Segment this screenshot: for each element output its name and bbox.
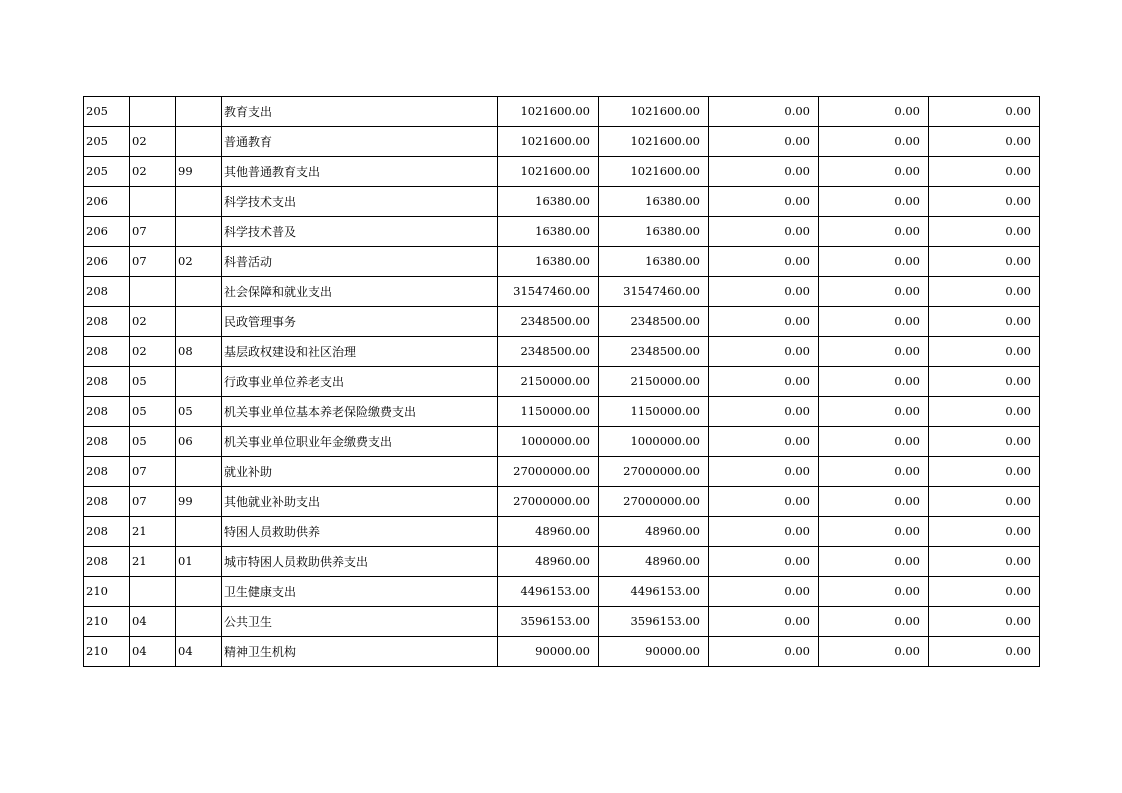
table-row [84,457,1040,487]
subject-name-cell: 城市特困人员救助供养支出 [222,547,498,577]
total-amount-cell: 90000.00 [498,637,599,667]
item-code-cell [176,217,222,247]
subject-name-cell: 科普活动 [222,247,498,277]
total-amount-cell: 16380.00 [498,187,599,217]
class-code-cell: 208 [84,517,130,547]
other-amount-cell-2: 0.00 [929,457,1040,487]
basic-expenditure-cell: 2150000.00 [599,367,709,397]
class-code-cell: 208 [84,307,130,337]
section-code-cell: 21 [130,517,176,547]
basic-expenditure-cell: 1021600.00 [599,97,709,127]
total-amount-cell: 3596153.00 [498,607,599,637]
class-code-cell: 206 [84,247,130,277]
other-amount-cell-1: 0.00 [819,397,929,427]
total-amount-cell: 4496153.00 [498,577,599,607]
table-row [84,127,1040,157]
table-row [84,487,1040,517]
other-amount-cell-2: 0.00 [929,367,1040,397]
item-code-cell: 04 [176,637,222,667]
item-code-cell [176,307,222,337]
section-code-cell [130,277,176,307]
project-expenditure-cell: 0.00 [709,487,819,517]
table-row [84,367,1040,397]
total-amount-cell: 31547460.00 [498,277,599,307]
other-amount-cell-2: 0.00 [929,547,1040,577]
total-amount-cell: 1021600.00 [498,97,599,127]
item-code-cell [176,277,222,307]
total-amount-cell: 48960.00 [498,517,599,547]
table-row [84,247,1040,277]
subject-name-cell: 普通教育 [222,127,498,157]
other-amount-cell-1: 0.00 [819,487,929,517]
project-expenditure-cell: 0.00 [709,577,819,607]
project-expenditure-cell: 0.00 [709,367,819,397]
basic-expenditure-cell: 4496153.00 [599,577,709,607]
other-amount-cell-1: 0.00 [819,337,929,367]
project-expenditure-cell: 0.00 [709,97,819,127]
section-code-cell [130,97,176,127]
class-code-cell: 208 [84,487,130,517]
project-expenditure-cell: 0.00 [709,217,819,247]
table-row [84,427,1040,457]
subject-name-cell: 特困人员救助供养 [222,517,498,547]
section-code-cell: 07 [130,487,176,517]
section-code-cell: 05 [130,397,176,427]
total-amount-cell: 27000000.00 [498,487,599,517]
other-amount-cell-2: 0.00 [929,187,1040,217]
basic-expenditure-cell: 1021600.00 [599,127,709,157]
other-amount-cell-2: 0.00 [929,277,1040,307]
budget-table [83,96,1040,667]
section-code-cell: 02 [130,307,176,337]
subject-name-cell: 就业补助 [222,457,498,487]
subject-name-cell: 社会保障和就业支出 [222,277,498,307]
subject-name-cell: 精神卫生机构 [222,637,498,667]
table-row [84,397,1040,427]
other-amount-cell-1: 0.00 [819,127,929,157]
subject-name-cell: 行政事业单位养老支出 [222,367,498,397]
class-code-cell: 205 [84,127,130,157]
item-code-cell [176,607,222,637]
table-row [84,307,1040,337]
section-code-cell: 07 [130,247,176,277]
other-amount-cell-1: 0.00 [819,637,929,667]
table-row [84,187,1040,217]
project-expenditure-cell: 0.00 [709,187,819,217]
project-expenditure-cell: 0.00 [709,277,819,307]
other-amount-cell-2: 0.00 [929,127,1040,157]
section-code-cell: 05 [130,367,176,397]
basic-expenditure-cell: 2348500.00 [599,307,709,337]
section-code-cell: 02 [130,157,176,187]
project-expenditure-cell: 0.00 [709,397,819,427]
subject-name-cell: 民政管理事务 [222,307,498,337]
other-amount-cell-2: 0.00 [929,247,1040,277]
project-expenditure-cell: 0.00 [709,127,819,157]
basic-expenditure-cell: 1021600.00 [599,157,709,187]
project-expenditure-cell: 0.00 [709,547,819,577]
class-code-cell: 208 [84,457,130,487]
total-amount-cell: 1021600.00 [498,127,599,157]
other-amount-cell-1: 0.00 [819,157,929,187]
class-code-cell: 210 [84,607,130,637]
item-code-cell: 06 [176,427,222,457]
other-amount-cell-2: 0.00 [929,487,1040,517]
other-amount-cell-1: 0.00 [819,247,929,277]
project-expenditure-cell: 0.00 [709,457,819,487]
other-amount-cell-1: 0.00 [819,367,929,397]
total-amount-cell: 16380.00 [498,247,599,277]
item-code-cell: 08 [176,337,222,367]
class-code-cell: 208 [84,427,130,457]
basic-expenditure-cell: 27000000.00 [599,457,709,487]
project-expenditure-cell: 0.00 [709,517,819,547]
total-amount-cell: 2348500.00 [498,307,599,337]
section-code-cell: 02 [130,127,176,157]
other-amount-cell-1: 0.00 [819,517,929,547]
total-amount-cell: 48960.00 [498,547,599,577]
basic-expenditure-cell: 1150000.00 [599,397,709,427]
subject-name-cell: 基层政权建设和社区治理 [222,337,498,367]
table-row [84,337,1040,367]
total-amount-cell: 2348500.00 [498,337,599,367]
class-code-cell: 210 [84,577,130,607]
total-amount-cell: 1021600.00 [498,157,599,187]
other-amount-cell-2: 0.00 [929,427,1040,457]
section-code-cell [130,577,176,607]
item-code-cell [176,577,222,607]
basic-expenditure-cell: 3596153.00 [599,607,709,637]
class-code-cell: 208 [84,397,130,427]
section-code-cell: 04 [130,607,176,637]
project-expenditure-cell: 0.00 [709,427,819,457]
class-code-cell: 208 [84,337,130,367]
subject-name-cell: 教育支出 [222,97,498,127]
table-row [84,547,1040,577]
item-code-cell: 02 [176,247,222,277]
table-row [84,517,1040,547]
project-expenditure-cell: 0.00 [709,247,819,277]
item-code-cell [176,187,222,217]
table-row [84,607,1040,637]
item-code-cell [176,517,222,547]
project-expenditure-cell: 0.00 [709,307,819,337]
class-code-cell: 208 [84,547,130,577]
basic-expenditure-cell: 16380.00 [599,217,709,247]
basic-expenditure-cell: 16380.00 [599,187,709,217]
class-code-cell: 208 [84,367,130,397]
class-code-cell: 205 [84,157,130,187]
subject-name-cell: 公共卫生 [222,607,498,637]
table-body [84,97,1040,667]
table-row [84,577,1040,607]
section-code-cell: 04 [130,637,176,667]
class-code-cell: 206 [84,217,130,247]
table-row [84,217,1040,247]
basic-expenditure-cell: 27000000.00 [599,487,709,517]
other-amount-cell-1: 0.00 [819,97,929,127]
subject-name-cell: 卫生健康支出 [222,577,498,607]
other-amount-cell-2: 0.00 [929,397,1040,427]
other-amount-cell-2: 0.00 [929,97,1040,127]
other-amount-cell-1: 0.00 [819,457,929,487]
basic-expenditure-cell: 1000000.00 [599,427,709,457]
other-amount-cell-2: 0.00 [929,607,1040,637]
basic-expenditure-cell: 90000.00 [599,637,709,667]
class-code-cell: 206 [84,187,130,217]
other-amount-cell-2: 0.00 [929,337,1040,367]
other-amount-cell-1: 0.00 [819,217,929,247]
other-amount-cell-1: 0.00 [819,547,929,577]
table-row [84,277,1040,307]
subject-name-cell: 科学技术普及 [222,217,498,247]
total-amount-cell: 27000000.00 [498,457,599,487]
other-amount-cell-2: 0.00 [929,157,1040,187]
other-amount-cell-1: 0.00 [819,607,929,637]
project-expenditure-cell: 0.00 [709,157,819,187]
subject-name-cell: 其他就业补助支出 [222,487,498,517]
section-code-cell: 07 [130,457,176,487]
item-code-cell [176,127,222,157]
subject-name-cell: 其他普通教育支出 [222,157,498,187]
other-amount-cell-1: 0.00 [819,427,929,457]
section-code-cell: 02 [130,337,176,367]
total-amount-cell: 16380.00 [498,217,599,247]
project-expenditure-cell: 0.00 [709,607,819,637]
other-amount-cell-1: 0.00 [819,577,929,607]
other-amount-cell-2: 0.00 [929,577,1040,607]
section-code-cell [130,187,176,217]
section-code-cell: 05 [130,427,176,457]
class-code-cell: 208 [84,277,130,307]
section-code-cell: 07 [130,217,176,247]
other-amount-cell-1: 0.00 [819,277,929,307]
subject-name-cell: 机关事业单位基本养老保险缴费支出 [222,397,498,427]
section-code-cell: 21 [130,547,176,577]
subject-name-cell: 科学技术支出 [222,187,498,217]
item-code-cell: 05 [176,397,222,427]
project-expenditure-cell: 0.00 [709,637,819,667]
other-amount-cell-2: 0.00 [929,217,1040,247]
item-code-cell: 99 [176,487,222,517]
basic-expenditure-cell: 48960.00 [599,547,709,577]
class-code-cell: 205 [84,97,130,127]
basic-expenditure-cell: 16380.00 [599,247,709,277]
table-row [84,157,1040,187]
subject-name-cell: 机关事业单位职业年金缴费支出 [222,427,498,457]
other-amount-cell-2: 0.00 [929,517,1040,547]
item-code-cell [176,457,222,487]
total-amount-cell: 2150000.00 [498,367,599,397]
table-row [84,637,1040,667]
basic-expenditure-cell: 31547460.00 [599,277,709,307]
item-code-cell: 99 [176,157,222,187]
total-amount-cell: 1000000.00 [498,427,599,457]
item-code-cell [176,367,222,397]
other-amount-cell-2: 0.00 [929,637,1040,667]
item-code-cell [176,97,222,127]
other-amount-cell-2: 0.00 [929,307,1040,337]
project-expenditure-cell: 0.00 [709,337,819,367]
basic-expenditure-cell: 2348500.00 [599,337,709,367]
item-code-cell: 01 [176,547,222,577]
basic-expenditure-cell: 48960.00 [599,517,709,547]
total-amount-cell: 1150000.00 [498,397,599,427]
other-amount-cell-1: 0.00 [819,187,929,217]
other-amount-cell-1: 0.00 [819,307,929,337]
table-row [84,97,1040,127]
class-code-cell: 210 [84,637,130,667]
